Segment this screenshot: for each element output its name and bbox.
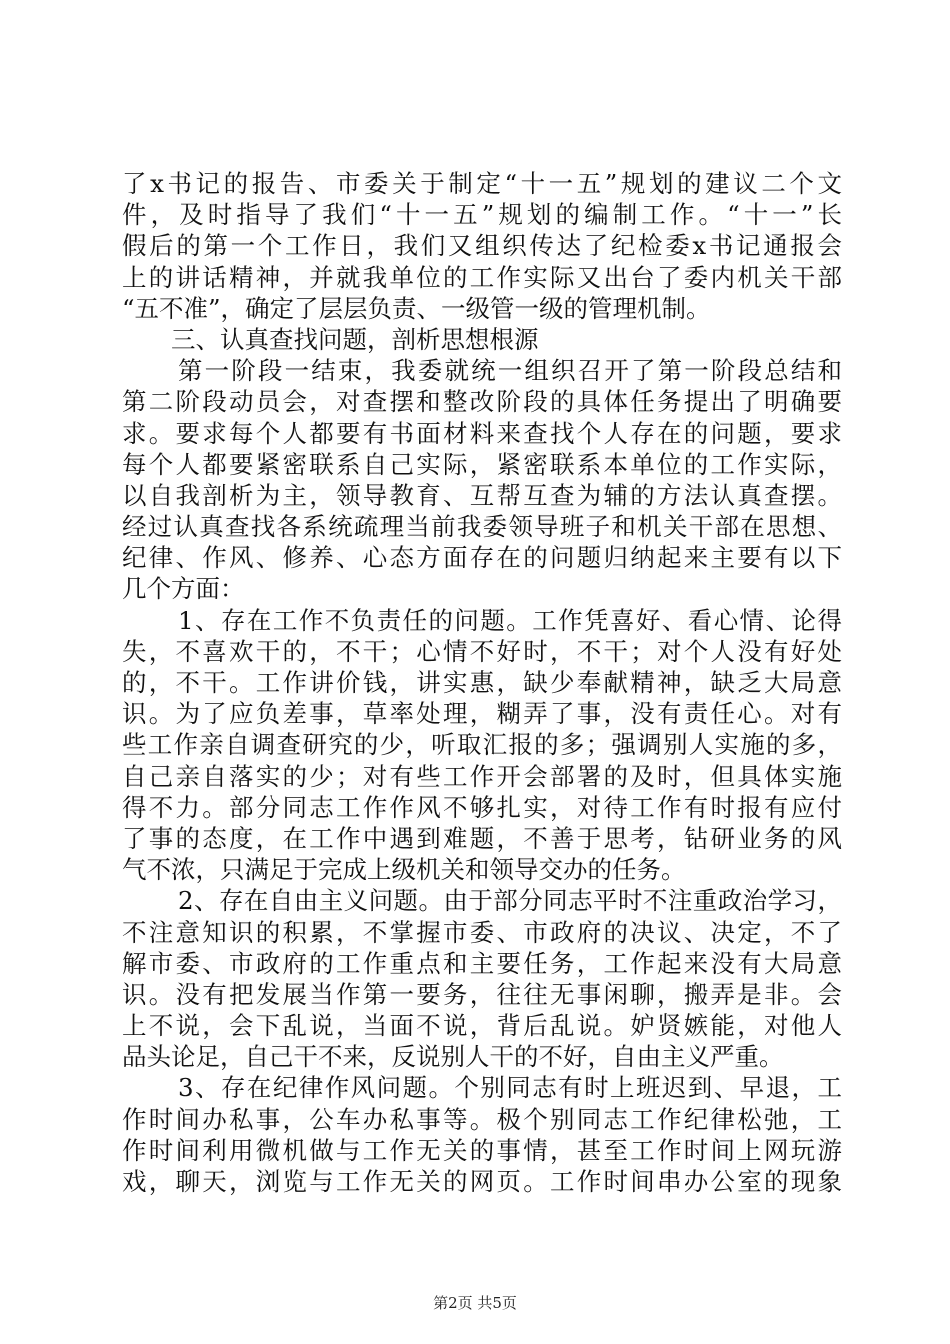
text-line: 假后的第一个工作日，我们又组织传达了纪检委x书记通报会 xyxy=(122,231,842,261)
text-line: 作时间办私事，公车办私事等。极个别同志工作纪律松弛，工 xyxy=(122,1104,842,1134)
text-line: 2、存在自由主义问题。由于部分同志平时不注重政治学习， xyxy=(178,886,842,916)
text-line: 自己亲自落实的少；对有些工作开会部署的及时，但具体实施 xyxy=(122,761,842,791)
text-line: 的，不干。工作讲价钱，讲实惠，缺少奉献精神，缺乏大局意 xyxy=(122,668,842,697)
text-line: 气不浓，只满足于完成上级机关和领导交办的任务。 xyxy=(122,855,686,885)
text-line: 些工作亲自调查研究的少，听取汇报的多；强调别人实施的多， xyxy=(122,730,842,760)
text-line: 了事的态度，在工作中遇到难题，不善于思考，钻研业务的风 xyxy=(122,823,842,853)
text-line: 第二阶段动员会，对查摆和整改阶段的具体任务提出了明确要 xyxy=(122,387,842,417)
text-line: 以自我剖析为主，领导教育、互帮互查为辅的方法认真查摆。 xyxy=(122,480,842,510)
text-line: 识。没有把发展当作第一要务，往往无事闲聊，搬弄是非。会 xyxy=(122,979,842,1009)
section-heading: 三、认真查找问题，剖析思想根源 xyxy=(171,324,539,354)
text-line: 识。为了应负差事，草率处理，糊弄了事，没有责任心。对有 xyxy=(122,699,842,729)
text-line: 不注意知识的积累，不掌握市委、市政府的决议、决定，不了 xyxy=(122,917,842,947)
page-number: 第2页 共5页 xyxy=(433,1294,517,1312)
text-line: 几个方面： xyxy=(122,574,245,604)
text-line: 经过认真查找各系统疏理当前我委领导班子和机关干部在思想、 xyxy=(122,512,842,542)
text-line: 上不说，会下乱说，当面不说，背后乱说。妒贤嫉能，对他人 xyxy=(122,1011,842,1041)
text-line: 求。要求每个人都要有书面材料来查找个人存在的问题，要求 xyxy=(122,418,842,448)
text-line: 解市委、市政府的工作重点和主要任务，工作起来没有大局意 xyxy=(122,948,842,978)
text-line: 1、存在工作不负责任的问题。工作凭喜好、看心情、论得 xyxy=(178,605,842,635)
text-line: 品头论足，自己干不来，反说别人干的不好，自由主义严重。 xyxy=(122,1042,784,1072)
text-line: 第一阶段一结束，我委就统一组织召开了第一阶段总结和 xyxy=(178,356,842,386)
text-line: 失，不喜欢干的，不干；心情不好时，不干；对个人没有好处 xyxy=(122,636,842,666)
text-line: 戏，聊天，浏览与工作无关的网页。工作时间串办公室的现象 xyxy=(122,1167,842,1196)
text-line: 作时间利用微机做与工作无关的事情，甚至工作时间上网玩游 xyxy=(122,1135,842,1165)
text-line: 了x书记的报告、市委关于制定“十一五”规划的建议二个文 xyxy=(122,169,842,198)
text-line: 纪律、作风、修养、心态方面存在的问题归纳起来主要有以下 xyxy=(122,543,842,573)
text-line: 件，及时指导了我们“十一五”规划的编制工作。“十一”长 xyxy=(122,200,842,230)
text-line: 得不力。部分同志工作作风不够扎实，对待工作有时报有应付 xyxy=(122,792,842,822)
text-line: 3、存在纪律作风问题。个别同志有时上班迟到、早退，工 xyxy=(178,1073,842,1103)
text-line: “五不准”，确定了层层负责、一级管一级的管理机制。 xyxy=(122,293,711,323)
text-line: 上的讲话精神，并就我单位的工作实际又出台了委内机关干部 xyxy=(122,262,842,292)
text-line: 每个人都要紧密联系自己实际，紧密联系本单位的工作实际， xyxy=(122,449,842,479)
body-text xyxy=(122,168,842,1197)
